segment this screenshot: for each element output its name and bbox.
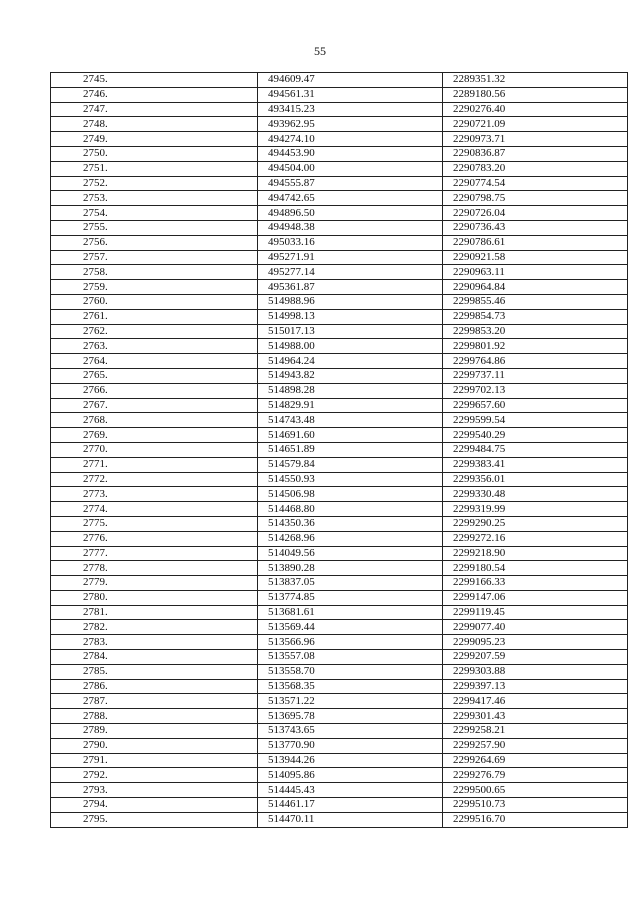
table-row [51,87,628,102]
point-number-cell: 2788. [51,709,258,724]
point-number-cell: 2773. [51,487,258,502]
x-coordinate-cell: 494561.31 [258,87,443,102]
x-coordinate-cell: 514468.80 [258,502,443,517]
table-row [51,368,628,383]
point-number-cell: 2781. [51,605,258,620]
point-number-cell: 2748. [51,117,258,132]
x-coordinate-cell: 513571.22 [258,694,443,709]
x-coordinate-cell: 495271.91 [258,250,443,265]
y-coordinate-cell: 2299301.43 [443,709,628,724]
y-coordinate-cell: 2299540.29 [443,428,628,443]
y-coordinate-cell: 2290798.75 [443,191,628,206]
point-number-cell: 2750. [51,146,258,161]
y-coordinate-cell: 2299218.90 [443,546,628,561]
table-row [51,102,628,117]
y-coordinate-cell: 2299510.73 [443,798,628,813]
table-row [51,605,628,620]
x-coordinate-cell: 514461.17 [258,798,443,813]
table-row [51,294,628,309]
table-row [51,738,628,753]
table-row [51,220,628,235]
table-row [51,635,628,650]
table-row [51,561,628,576]
x-coordinate-cell: 514506.98 [258,487,443,502]
point-number-cell: 2778. [51,561,258,576]
page-number: 55 [314,44,326,58]
table-row [51,472,628,487]
y-coordinate-cell: 2299855.46 [443,294,628,309]
x-coordinate-cell: 513743.65 [258,724,443,739]
point-number-cell: 2758. [51,265,258,280]
x-coordinate-cell: 515017.13 [258,324,443,339]
x-coordinate-cell: 514691.60 [258,428,443,443]
y-coordinate-cell: 2299500.65 [443,783,628,798]
table-row [51,487,628,502]
x-coordinate-cell: 514829.91 [258,398,443,413]
x-coordinate-cell: 514445.43 [258,783,443,798]
point-number-cell: 2746. [51,87,258,102]
y-coordinate-cell: 2299276.79 [443,768,628,783]
table-row [51,73,628,88]
table-row [51,250,628,265]
point-number-cell: 2752. [51,176,258,191]
y-coordinate-cell: 2299077.40 [443,620,628,635]
x-coordinate-cell: 513558.70 [258,664,443,679]
x-coordinate-cell: 513890.28 [258,561,443,576]
table-row [51,650,628,665]
point-number-cell: 2747. [51,102,258,117]
y-coordinate-cell: 2290726.04 [443,206,628,221]
y-coordinate-cell: 2299484.75 [443,442,628,457]
x-coordinate-cell: 513569.44 [258,620,443,635]
y-coordinate-cell: 2299330.48 [443,487,628,502]
x-coordinate-cell: 513837.05 [258,576,443,591]
point-number-cell: 2749. [51,132,258,147]
table-row [51,768,628,783]
x-coordinate-cell: 514579.84 [258,457,443,472]
table-row [51,457,628,472]
y-coordinate-cell: 2299095.23 [443,635,628,650]
point-number-cell: 2771. [51,457,258,472]
point-number-cell: 2775. [51,516,258,531]
y-coordinate-cell: 2299303.88 [443,664,628,679]
table-row [51,235,628,250]
point-number-cell: 2782. [51,620,258,635]
y-coordinate-cell: 2290736.43 [443,220,628,235]
x-coordinate-cell: 494948.38 [258,220,443,235]
table-row [51,664,628,679]
table-row [51,724,628,739]
point-number-cell: 2756. [51,235,258,250]
point-number-cell: 2770. [51,442,258,457]
y-coordinate-cell: 2299702.13 [443,383,628,398]
y-coordinate-cell: 2299397.13 [443,679,628,694]
point-number-cell: 2791. [51,753,258,768]
x-coordinate-cell: 514988.96 [258,294,443,309]
table-row [51,398,628,413]
y-coordinate-cell: 2299272.16 [443,531,628,546]
x-coordinate-cell: 493415.23 [258,102,443,117]
table-row [51,428,628,443]
x-coordinate-cell: 514049.56 [258,546,443,561]
x-coordinate-cell: 494274.10 [258,132,443,147]
table-row [51,442,628,457]
x-coordinate-cell: 513557.08 [258,650,443,665]
y-coordinate-cell: 2299258.21 [443,724,628,739]
coordinates-table-body [51,73,628,828]
coordinates-table [50,72,628,828]
y-coordinate-cell: 2299657.60 [443,398,628,413]
x-coordinate-cell: 494453.90 [258,146,443,161]
y-coordinate-cell: 2299417.46 [443,694,628,709]
table-row [51,546,628,561]
point-number-cell: 2785. [51,664,258,679]
table-row [51,132,628,147]
table-row [51,590,628,605]
y-coordinate-cell: 2290921.58 [443,250,628,265]
table-row [51,531,628,546]
y-coordinate-cell: 2290786.61 [443,235,628,250]
point-number-cell: 2795. [51,812,258,827]
point-number-cell: 2780. [51,590,258,605]
point-number-cell: 2769. [51,428,258,443]
table-row [51,383,628,398]
y-coordinate-cell: 2299356.01 [443,472,628,487]
table-row [51,324,628,339]
table-row [51,516,628,531]
x-coordinate-cell: 495033.16 [258,235,443,250]
x-coordinate-cell: 513566.96 [258,635,443,650]
point-number-cell: 2761. [51,309,258,324]
x-coordinate-cell: 514268.96 [258,531,443,546]
point-number-cell: 2783. [51,635,258,650]
table-row [51,812,628,827]
y-coordinate-cell: 2299319.99 [443,502,628,517]
table-row [51,709,628,724]
table-row [51,413,628,428]
point-number-cell: 2754. [51,206,258,221]
y-coordinate-cell: 2290276.40 [443,102,628,117]
x-coordinate-cell: 514964.24 [258,354,443,369]
point-number-cell: 2790. [51,738,258,753]
y-coordinate-cell: 2290964.84 [443,280,628,295]
point-number-cell: 2762. [51,324,258,339]
point-number-cell: 2759. [51,280,258,295]
table-row [51,620,628,635]
y-coordinate-cell: 2299166.33 [443,576,628,591]
x-coordinate-cell: 513770.90 [258,738,443,753]
table-row [51,176,628,191]
coordinates-table-wrapper [50,72,574,828]
x-coordinate-cell: 495361.87 [258,280,443,295]
y-coordinate-cell: 2299207.59 [443,650,628,665]
x-coordinate-cell: 513695.78 [258,709,443,724]
y-coordinate-cell: 2299290.25 [443,516,628,531]
point-number-cell: 2764. [51,354,258,369]
point-number-cell: 2772. [51,472,258,487]
y-coordinate-cell: 2289351.32 [443,73,628,88]
x-coordinate-cell: 514998.13 [258,309,443,324]
x-coordinate-cell: 513681.61 [258,605,443,620]
point-number-cell: 2760. [51,294,258,309]
table-row [51,798,628,813]
x-coordinate-cell: 514743.48 [258,413,443,428]
point-number-cell: 2763. [51,339,258,354]
y-coordinate-cell: 2299737.11 [443,368,628,383]
y-coordinate-cell: 2299147.06 [443,590,628,605]
point-number-cell: 2774. [51,502,258,517]
point-number-cell: 2793. [51,783,258,798]
point-number-cell: 2757. [51,250,258,265]
point-number-cell: 2751. [51,161,258,176]
y-coordinate-cell: 2299854.73 [443,309,628,324]
y-coordinate-cell: 2299180.54 [443,561,628,576]
x-coordinate-cell: 513944.26 [258,753,443,768]
point-number-cell: 2776. [51,531,258,546]
x-coordinate-cell: 514095.86 [258,768,443,783]
point-number-cell: 2787. [51,694,258,709]
table-row [51,354,628,369]
y-coordinate-cell: 2289180.56 [443,87,628,102]
y-coordinate-cell: 2290963.11 [443,265,628,280]
y-coordinate-cell: 2290783.20 [443,161,628,176]
y-coordinate-cell: 2290973.71 [443,132,628,147]
x-coordinate-cell: 514350.36 [258,516,443,531]
point-number-cell: 2792. [51,768,258,783]
x-coordinate-cell: 494742.65 [258,191,443,206]
y-coordinate-cell: 2299853.20 [443,324,628,339]
point-number-cell: 2779. [51,576,258,591]
point-number-cell: 2786. [51,679,258,694]
point-number-cell: 2766. [51,383,258,398]
x-coordinate-cell: 514898.28 [258,383,443,398]
point-number-cell: 2789. [51,724,258,739]
point-number-cell: 2794. [51,798,258,813]
x-coordinate-cell: 514470.11 [258,812,443,827]
y-coordinate-cell: 2290721.09 [443,117,628,132]
point-number-cell: 2767. [51,398,258,413]
point-number-cell: 2753. [51,191,258,206]
table-row [51,309,628,324]
y-coordinate-cell: 2299599.54 [443,413,628,428]
table-row [51,679,628,694]
point-number-cell: 2784. [51,650,258,665]
y-coordinate-cell: 2299257.90 [443,738,628,753]
table-row [51,576,628,591]
table-row [51,117,628,132]
x-coordinate-cell: 514988.00 [258,339,443,354]
point-number-cell: 2768. [51,413,258,428]
x-coordinate-cell: 513774.85 [258,590,443,605]
y-coordinate-cell: 2290774.54 [443,176,628,191]
y-coordinate-cell: 2299764.86 [443,354,628,369]
x-coordinate-cell: 513568.35 [258,679,443,694]
x-coordinate-cell: 494555.87 [258,176,443,191]
x-coordinate-cell: 494896.50 [258,206,443,221]
table-row [51,694,628,709]
x-coordinate-cell: 495277.14 [258,265,443,280]
point-number-cell: 2745. [51,73,258,88]
y-coordinate-cell: 2299801.92 [443,339,628,354]
table-row [51,191,628,206]
y-coordinate-cell: 2299383.41 [443,457,628,472]
table-row [51,280,628,295]
y-coordinate-cell: 2290836.87 [443,146,628,161]
table-row [51,146,628,161]
x-coordinate-cell: 494504.00 [258,161,443,176]
x-coordinate-cell: 514943.82 [258,368,443,383]
table-row [51,206,628,221]
table-row [51,161,628,176]
x-coordinate-cell: 514651.89 [258,442,443,457]
y-coordinate-cell: 2299264.69 [443,753,628,768]
table-row [51,753,628,768]
table-row [51,339,628,354]
point-number-cell: 2777. [51,546,258,561]
x-coordinate-cell: 514550.93 [258,472,443,487]
y-coordinate-cell: 2299119.45 [443,605,628,620]
point-number-cell: 2765. [51,368,258,383]
point-number-cell: 2755. [51,220,258,235]
y-coordinate-cell: 2299516.70 [443,812,628,827]
x-coordinate-cell: 494609.47 [258,73,443,88]
table-row [51,783,628,798]
table-row [51,502,628,517]
table-row [51,265,628,280]
x-coordinate-cell: 493962.95 [258,117,443,132]
